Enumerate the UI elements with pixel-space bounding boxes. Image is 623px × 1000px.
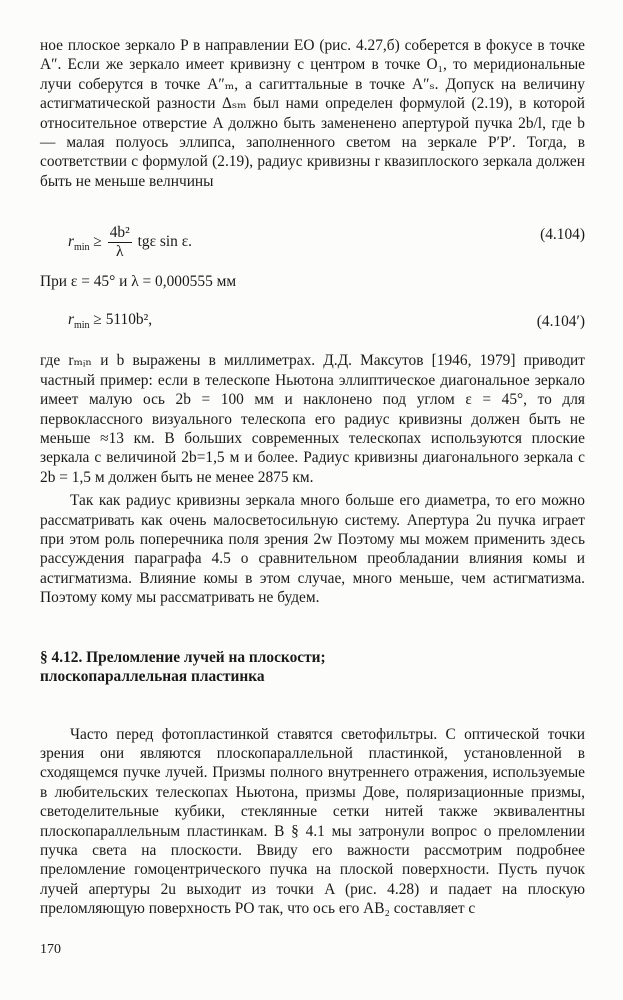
section-heading [40, 648, 585, 687]
formula-rel: ≥ [93, 233, 102, 251]
formula-lhs-sub: min [74, 242, 90, 254]
formula-denominator: λ [116, 243, 124, 260]
formula-4-104-expr [68, 224, 192, 261]
paragraph-1: ное плоское зеркало P в направлении EO (рис. 4.27,б) соберется в фокусе в точке A″. Если же зеркало имеет кривизну с центром в точке O₁, то меридиональные лучи соберутся в точке A″ₘ, а сагиттальные в точке A″ₛ. Допуск на величину астигматической разности Δₛₘ был нами определен формулой (2.19), в которой относительное отверстие A должно быть замененено апертурой пучка 2b/l, где b — малая полуось эллипса, заполненного светом на зеркале P′P′. Тогда, в соответствии с формулой (2.19), радиус кривизны r квазиплоского зеркала должен быть не меньше велнчины [40, 37, 585, 190]
formula-2-expr [68, 311, 152, 331]
paragraph-4: Так как радиус кривизны зеркала много больше его диаметра, то его можно рассматривать как очень малосветосильную систему. Апертура 2u пучка играет при этом роль поперечника поля зрения 2w Поэтому мы можем применить здесь рассуждения параграфа 4.5 о сравнительном преобладании влияния комы и астигматизма. Влияние комы в этом случае, много меньше, чем астигматизма. Поэтому кому мы рассматривать не будем. [40, 492, 585, 607]
section-heading-line-1: § 4.12. Преломление лучей на плоскости; [40, 648, 326, 666]
paragraph-2: При ε = 45° и λ = 0,000555 мм [40, 273, 237, 290]
page-number: 170 [40, 942, 61, 957]
formula-2-lhs-sub: min [74, 320, 90, 332]
formula-numerator: 4b² [109, 224, 130, 241]
formula-4-104 [40, 216, 585, 262]
paragraph-5: Часто перед фотопластинкой ставятся светофильтры. С оптической точки зрения они являются плоскопараллельной пластинкой, установленной в сходящемся пучке лучей. Призмы полного внутреннего отражения, используемые в любительских телескопах Ньютона, призмы Дове, поляризационные призмы, светоделительные кубики, стеклянные сетки нитей также эквивалентны плоскопараллельным пластинкам. В § 4.1 мы затронули вопрос о преломлении пучка света на плоскости. Ввиду его важности рассмотрим подробнее преломление гомоцентрического пучка на плоской поверхности. Пусть пучок лучей апертуры 2u выходит из точки A (рис. 4.28) и падает на плоскую преломляющую поверхность PO так, что ось его AB₂ составляет с [40, 725, 585, 918]
formula-2-body: ≥ 5110b², [93, 311, 153, 329]
page-body [40, 36, 585, 919]
paragraph-3: где rₘᵢₙ и b выражены в миллиметрах. Д.Д. Максутов [1946, 1979] приводит частный пример: если в телескопе Ньютона эллиптическое диагональное зеркало имеет малую ось 2b = 100 мм и наклонено под углом ε = 45°, то для первоклассного визуального телескопа его радиус кривизны должен быть не меньше ≈13 км. В больших современных телескопах используются плоские зеркала с величиной 2b=1,5 м и более. Радиус кривизны диагонального зеркала с 2b = 1,5 м должен быть не менее 2875 км. [40, 352, 585, 486]
formula-2-lhs: r [68, 311, 74, 329]
formula-4-104-prime [40, 303, 585, 341]
section-heading-line-2: плоскопараллельная пластинка [40, 668, 265, 686]
formula-rest: tgε sin ε. [137, 233, 193, 251]
formula-number: (4.104) [540, 226, 585, 243]
formula-fraction [108, 224, 132, 261]
formula-lhs: r [68, 233, 74, 251]
formula-2-number: (4.104′) [536, 313, 585, 331]
